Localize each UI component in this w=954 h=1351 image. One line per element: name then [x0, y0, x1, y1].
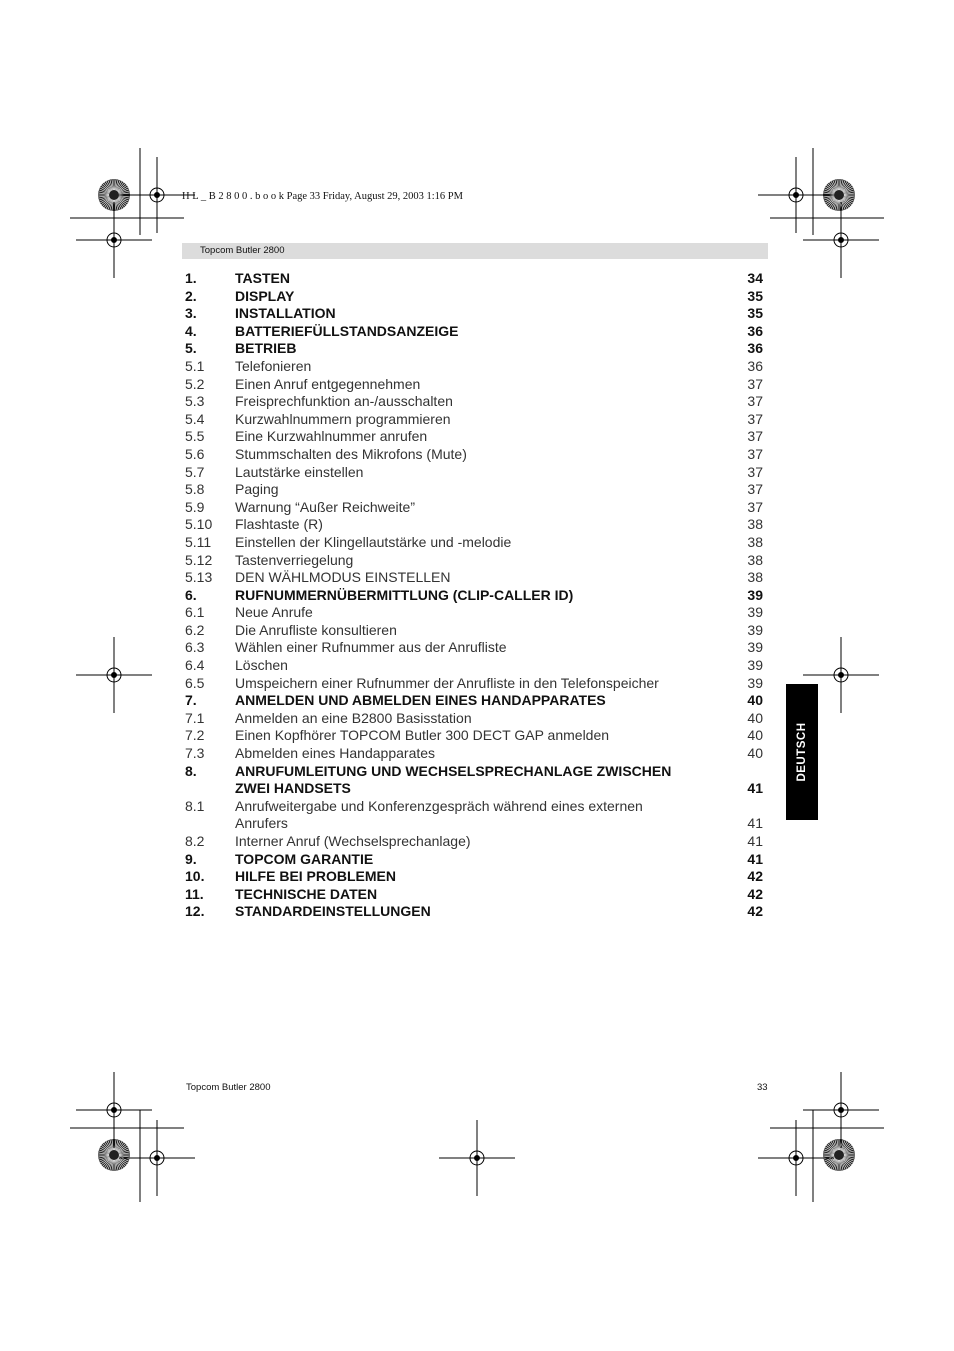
- crosshair-mark: [76, 202, 152, 278]
- toc-page: 42: [747, 903, 763, 920]
- toc-row: [185, 710, 763, 728]
- toc-page: 37: [747, 410, 763, 427]
- toc-page: 36: [747, 340, 763, 357]
- toc-number: 7.3: [185, 745, 205, 762]
- crosshair-mark: [803, 202, 879, 278]
- toc-row: [185, 552, 763, 570]
- footer-page-number: 33: [757, 1082, 768, 1093]
- crosshair-mark: [758, 1120, 834, 1196]
- toc-title: Wählen einer Rufnummer aus der Anrufliste: [235, 639, 507, 656]
- toc-row: [185, 622, 763, 640]
- toc-page: 38: [747, 533, 763, 550]
- footer-title: Topcom Butler 2800: [186, 1082, 271, 1093]
- toc-number: 3.: [185, 305, 197, 322]
- toc-number: 5.9: [185, 498, 205, 515]
- toc-title: Abmelden eines Handapparates: [235, 745, 436, 762]
- toc-row: [185, 780, 763, 798]
- toc-page: 40: [747, 709, 763, 726]
- toc-title: TOPCOM GARANTIE: [235, 850, 374, 867]
- toc-page: 41: [747, 833, 763, 849]
- toc-page: 38: [747, 516, 763, 533]
- toc-page: 37: [747, 445, 763, 462]
- toc-row: [185, 340, 763, 358]
- toc-title: TASTEN: [235, 270, 290, 286]
- toc-number: 10.: [185, 868, 205, 885]
- toc-row: [185, 639, 763, 657]
- toc-row: [185, 675, 763, 693]
- table-of-contents: [185, 270, 763, 921]
- toc-number: 4.: [185, 322, 197, 339]
- toc-number: 7.2: [185, 727, 205, 744]
- toc-row: [185, 798, 763, 816]
- toc-row: [185, 411, 763, 429]
- toc-row: [185, 868, 763, 886]
- toc-page: 39: [747, 586, 763, 603]
- starburst-mark: [823, 1139, 855, 1171]
- toc-page: 35: [747, 287, 763, 304]
- toc-title: ANMELDEN UND ABMELDEN EINES HANDAPPARATES: [235, 692, 606, 709]
- toc-page: 37: [747, 428, 763, 445]
- toc-title: Tastenverriegelung: [235, 551, 354, 568]
- toc-row: [185, 446, 763, 464]
- toc-page: 37: [747, 393, 763, 410]
- crosshair-mark: [758, 157, 834, 233]
- toc-row: [185, 903, 763, 921]
- toc-row: [185, 481, 763, 499]
- toc-number: 7.1: [185, 709, 205, 726]
- toc-page: 40: [747, 692, 763, 709]
- toc-number: 6.: [185, 586, 197, 603]
- toc-row: [185, 305, 763, 323]
- toc-number: 12.: [185, 903, 205, 920]
- toc-title: Paging: [235, 481, 279, 498]
- toc-number: 5.6: [185, 445, 205, 462]
- toc-number: 8.1: [185, 797, 205, 814]
- toc-row: [185, 727, 763, 745]
- toc-title: STANDARDEINSTELLUNGEN: [235, 903, 431, 920]
- toc-title: BETRIEB: [235, 340, 297, 357]
- toc-row: [185, 745, 763, 763]
- toc-row: [185, 657, 763, 675]
- toc-title: Flashtaste (R): [235, 516, 323, 533]
- toc-number: 8.2: [185, 833, 205, 849]
- toc-title: Einstellen der Klingellautstärke und -melodie: [235, 533, 512, 550]
- language-tab-label: DEUTSCH: [796, 722, 808, 782]
- toc-number: 5.10: [185, 516, 213, 533]
- toc-title: ANRUFUMLEITUNG UND WECHSELSPRECHANLAGE ZWISCHEN: [235, 762, 672, 779]
- toc-page: 38: [747, 569, 763, 586]
- toc-title: Interner Anruf (Wechselsprechanlage): [235, 833, 471, 849]
- toc-page: 41: [747, 780, 763, 797]
- toc-number: 7.: [185, 692, 197, 709]
- toc-number: 9.: [185, 850, 197, 867]
- toc-title: Eine Kurzwahlnummer anrufen: [235, 428, 428, 445]
- toc-number: 6.1: [185, 604, 205, 621]
- toc-page: 41: [747, 850, 763, 867]
- toc-number: 6.3: [185, 639, 205, 656]
- header-title: Topcom Butler 2800: [200, 245, 285, 256]
- toc-number: 6.4: [185, 657, 205, 674]
- toc-number: 5.7: [185, 463, 205, 480]
- toc-number: 1.: [185, 270, 197, 286]
- toc-number: 5.11: [185, 533, 212, 550]
- toc-row: [185, 763, 763, 781]
- toc-number: 11.: [185, 885, 204, 902]
- toc-title: Anmelden an eine B2800 Basisstation: [235, 709, 472, 726]
- toc-page: 39: [747, 604, 763, 621]
- crosshair-mark: [803, 1072, 879, 1148]
- toc-title: Die Anrufliste konsultieren: [235, 621, 397, 638]
- toc-row: [185, 692, 763, 710]
- toc-row: [185, 323, 763, 341]
- toc-number: 5.1: [185, 357, 205, 374]
- toc-row: [185, 815, 763, 833]
- toc-page: 39: [747, 657, 763, 674]
- toc-page: 40: [747, 727, 763, 744]
- toc-page: 39: [747, 639, 763, 656]
- toc-title: TECHNISCHE DATEN: [235, 885, 378, 902]
- toc-row: [185, 534, 763, 552]
- toc-page: 37: [747, 463, 763, 480]
- language-tab: [786, 684, 818, 820]
- toc-page: 39: [747, 674, 763, 691]
- toc-number: 5.5: [185, 428, 205, 445]
- toc-page: 42: [747, 885, 763, 902]
- toc-row: [185, 428, 763, 446]
- crosshair-mark: [76, 1072, 152, 1148]
- toc-page: 38: [747, 551, 763, 568]
- toc-page: 37: [747, 498, 763, 515]
- toc-row: [185, 604, 763, 622]
- toc-page: 37: [747, 375, 763, 392]
- crosshair-mark: [76, 637, 152, 713]
- toc-row: [185, 587, 763, 605]
- toc-page: 39: [747, 621, 763, 638]
- toc-row: [185, 833, 763, 851]
- toc-title: Einen Kopfhörer TOPCOM Butler 300 DECT GAP anmelden: [235, 727, 610, 744]
- toc-row: [185, 516, 763, 534]
- toc-title: Löschen: [235, 657, 288, 674]
- toc-title: BATTERIEFÜLLSTANDSANZEIGE: [235, 322, 459, 339]
- toc-row: [185, 358, 763, 376]
- toc-number: 5.13: [185, 569, 213, 586]
- toc-number: 6.2: [185, 621, 205, 638]
- file-slug: H L _ B 2 8 0 0 . b o o k Page 33 Friday, August 29, 2003 1:16 PM: [182, 191, 463, 202]
- toc-title: Neue Anrufe: [235, 604, 313, 621]
- toc-page: 41: [747, 815, 763, 832]
- toc-row: [185, 270, 763, 288]
- toc-number: 5.2: [185, 375, 205, 392]
- toc-title: DEN WÄHLMODUS EINSTELLEN: [235, 569, 451, 586]
- toc-title: Umspeichern einer Rufnummer der Anrufliste in den Telefonspeicher: [235, 674, 659, 691]
- toc-page: 36: [747, 322, 763, 339]
- toc-page: 36: [747, 357, 763, 374]
- crosshair-mark: [439, 1120, 515, 1196]
- toc-row: [185, 464, 763, 482]
- toc-title: Warnung “Außer Reichweite”: [235, 498, 415, 515]
- toc-title: Anrufers: [235, 815, 288, 832]
- toc-row: [185, 499, 763, 517]
- toc-title: HILFE BEI PROBLEMEN: [235, 868, 397, 885]
- toc-page: 42: [747, 868, 763, 885]
- toc-row: [185, 376, 763, 394]
- toc-title: Freisprechfunktion an-/ausschalten: [235, 393, 453, 410]
- toc-title: Anrufweitergabe und Konferenzgespräch während eines externen: [235, 797, 643, 814]
- toc-page: 34: [747, 270, 763, 286]
- toc-row: [185, 569, 763, 587]
- toc-title: Telefonieren: [235, 357, 312, 374]
- toc-row: [185, 851, 763, 869]
- running-header: [182, 243, 768, 259]
- toc-title: Einen Anruf entgegennehmen: [235, 375, 421, 392]
- toc-row: [185, 886, 763, 904]
- toc-number: 5.8: [185, 481, 205, 498]
- toc-title: INSTALLATION: [235, 305, 336, 322]
- toc-title: DISPLAY: [235, 287, 295, 304]
- toc-number: 2.: [185, 287, 197, 304]
- toc-title: RUFNUMMERNÜBERMITTLUNG (CLIP-CALLER ID): [235, 586, 574, 603]
- toc-number: 8.: [185, 762, 197, 779]
- crosshair-mark: [119, 1120, 195, 1196]
- toc-title: Stummschalten des Mikrofons (Mute): [235, 445, 467, 462]
- toc-number: 5.3: [185, 393, 205, 410]
- toc-number: 5.12: [185, 551, 213, 568]
- toc-title: Kurzwahlnummern programmieren: [235, 410, 451, 427]
- toc-row: [185, 288, 763, 306]
- toc-number: 5.4: [185, 410, 205, 427]
- toc-page: 40: [747, 745, 763, 762]
- toc-title: Lautstärke einstellen: [235, 463, 364, 480]
- toc-row: [185, 393, 763, 411]
- toc-page: 35: [747, 305, 763, 322]
- toc-title: ZWEI HANDSETS: [235, 780, 351, 797]
- toc-number: 6.5: [185, 674, 205, 691]
- toc-page: 37: [747, 481, 763, 498]
- toc-number: 5.: [185, 340, 197, 357]
